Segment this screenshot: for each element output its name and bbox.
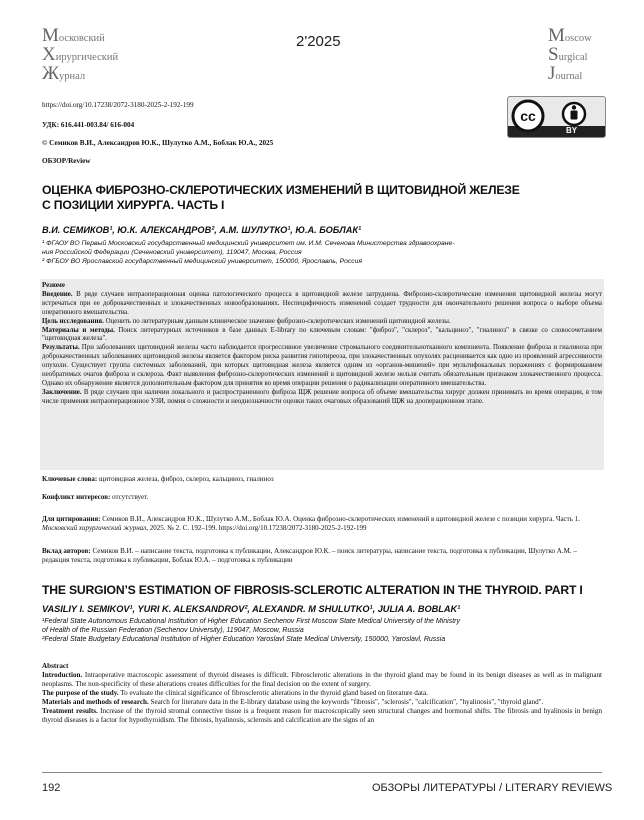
- journal-logo-en: Moscow Surgical Journal: [548, 25, 592, 84]
- authors-en: VASILIY I. SEMIKOV¹, YURI K. ALEKSANDROV², ALEXANDR. M SHULUTKO¹, JULIA A. BOBLAK¹: [42, 604, 461, 614]
- by-label: BY: [566, 126, 578, 135]
- cc-icon: [508, 97, 605, 137]
- keywords-ru: Ключевые слова: щитовидная железа, фиброз, склероз, кальциноз, гиалиноз: [42, 475, 274, 483]
- doi-link[interactable]: https://doi.org/10.17238/2072-3180-2025-2-192-199: [42, 101, 194, 109]
- citation-ru: Для цитирования: Семиков В.И., Александров Ю.К., Шулутко А.М., Боблак Ю.А. Оценка фиброзно-склеротических изменений в щитовидной железе с позиции хирурга. Часть 1. Московский хирургический журнал, 2025. № 2. С. 192–199. https://doi.org/10.17238/2072-3180-2025-2-192-199: [42, 515, 580, 532]
- abstract-en: Abstract Introduction. Intraoperative macroscopic assessment of thyroid diseases is difficult. Fibrosclerotic alterations in the thyroid gland may be found in its benign diseases as well as in malignant neoplasms. The non-specificity of these alterations creates difficulties for the final decision on the extent of surgery. The purpose of the study. To evaluate the clinical significance of fibrosclerotic alterations in the thyroid gland based on literature data. Materials and methods of research. Search for literature data in the E-library database using the keywords "fibrosis", "sclerosis", "calcification", "hyalinosis", "thyroid gland". Treatment results. Increase of the thyroid stromal connective tissue is a frequent reason for macroscopically seen structural changes and hormonal shifts. The fibrosis and hyalinosis in benign thyroid diseases is a factor for hypothyroidism. The fibrosis, hyalinosis, sclerosis and calcification are the signs of an: [42, 662, 602, 724]
- abstract-ru: Резюме Введение. В ряде случаев интраоперационная оценка патологического процесса в щитовидной железе затруднена. Фиброзно-склеротические изменения щитовидной железы могут встречаться при ее доброкачественных и злокачественных новообразованиях. Неспецифичность изменений создает трудности для окончательного решения вопроса о выборе объема оперативного вмешательства. Цель исследования. Оценить по литературным данным клиническое значение фиброзно-склеротических изменений щитовидной железы. Материалы и методы. Поиск литературных источников в базе данных E-library по ключевым словам: "фиброз", "склероз", "кальциноз", "гиалиноз" в связке со словосочетанием "щитовидная железа". Результаты. При заболеваниях щитовидной железы часто наблюдается прогрессивное увеличение стромального соединительнотканного компонента. Появление фиброза и гиалиноза при доброкачественных заболеваниях щитовидной железы является фактором риска развития гипотиреоза, при злокачественных опухолях расценивается как одно из проявлений агрессивности опухоли. Существует группа системных заболеваний, при которых щитовидная железа является одним из «органов-мишеней» при мультифокальных поражениях с формированием необратимых очагов фиброза и склероза. Факт выявления фиброзно-склеротических изменений в щитовидной железе нельзя считать обязательным признаком злокачественного процесса. Однако их обнаружение является дополнительным фактором для принятия во время операции решения о радикализации оперативного вмешательства. Заключение. В ряде случаев при наличии локального и распространенного фиброза ЩЖ решение вопроса об объеме вмешательства хирург должен принимать во время операции, в том числе применяя интраоперационное УЗИ, помня о сложности и неоднозначности оценки таких очаговых образований ЩЖ на дооперационном этапе.: [42, 282, 602, 405]
- section-label: ОБЗОРЫ ЛИТЕРАТУРЫ / LITERARY REVIEWS: [372, 782, 613, 794]
- issue-number: 2'2025: [296, 33, 341, 50]
- contributions-ru: Вклад авторов: Семиков В.И. – написание текста, подготовка к публикации, Александров Ю.К. – поиск литературы, написание текста, подготовка к публикации, Шулутко А.М. – редакция текста, подготовка к публикации, Боблак Ю.А. – подготовка к публикации: [42, 547, 577, 564]
- udk-line: УДК: 616.441-003.84/ 616-004: [42, 121, 135, 129]
- footer-divider: [42, 772, 602, 773]
- affiliations-en: ¹Federal State Autonomous Educational Institution of Higher Education Sechenov First Moscow State Medical University of the Ministry of Health of the Russian Federation (Sechenov University), 119047, Moscow, Russia ²Federal State Budgetary Educational Institution of Higher Education Yaroslavl State Medical University, 150000, Yaroslavl, Russia: [42, 618, 460, 644]
- page-number: 192: [42, 782, 61, 794]
- article-title-en: THE SURGION’S ESTIMATION OF FIBROSIS-SCLEROTIC ALTERATION IN THE THYROID. PART I: [42, 583, 583, 597]
- svg-text:cc: cc: [520, 108, 536, 124]
- cc-license-badge[interactable]: [507, 96, 606, 138]
- affiliations-ru: ¹ ФГАОУ ВО Первый Московский государственный медицинский университет им. И.М. Сеченова Министерства здравоохране- ния Российской Федерации (Сеченовский университет), 119047, Москва, Россия ² ФГБОУ ВО Ярославский государственный медицинский университет, 150000, Ярославль, Россия: [42, 240, 455, 266]
- article-title-ru: ОЦЕНКА ФИБРОЗНО-СКЛЕРОТИЧЕСКИХ ИЗМЕНЕНИЙ В ЩИТОВИДНОЙ ЖЕЛЕЗЕ С ПОЗИЦИИ ХИРУРГА. ЧАСТЬ I: [42, 183, 520, 212]
- article-type: ОБЗОР/Review: [42, 157, 91, 165]
- conflict-ru: Конфликт интересов: отсутствует.: [42, 493, 149, 501]
- journal-logo-ru: Московский Хирургический Журнал: [42, 25, 119, 84]
- authors-ru: В.И. СЕМИКОВ¹, Ю.К. АЛЕКСАНДРОВ², А.М. ШУЛУТКО¹, Ю.А. БОБЛАК¹: [42, 225, 362, 235]
- copyright-line: © Семиков В.И., Александров Ю.К., Шулутко А.М., Боблак Ю.А., 2025: [42, 139, 274, 147]
